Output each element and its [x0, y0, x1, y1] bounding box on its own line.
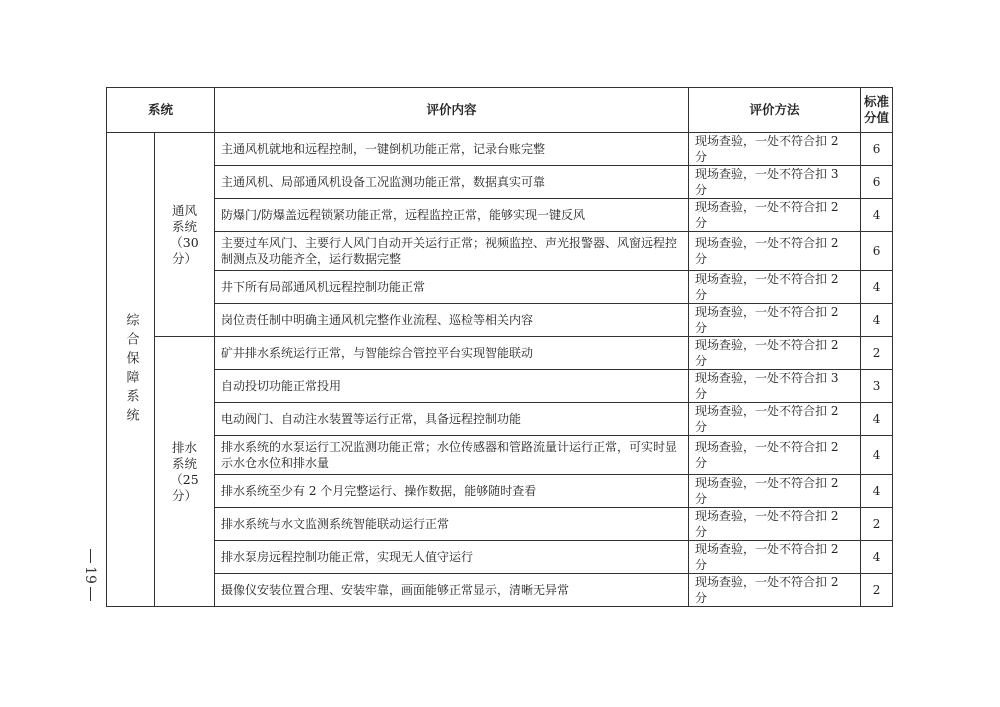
table-row — [107, 166, 893, 199]
table-row — [107, 403, 893, 436]
method-cell: 现场查验，一处不符合扣 2 分 — [689, 436, 861, 475]
score-cell: 2 — [861, 508, 893, 541]
score-cell: 6 — [861, 166, 893, 199]
score-cell: 4 — [861, 541, 893, 574]
content-cell: 电动阀门、自动注水装置等运行正常，具备远程控制功能 — [215, 403, 689, 436]
page-number — [78, 545, 102, 605]
content-cell: 主通风机就地和远程控制，一键倒机功能正常，记录台账完整 — [215, 133, 689, 166]
method-cell: 现场查验，一处不符合扣 3 分 — [689, 166, 861, 199]
table-row — [107, 370, 893, 403]
table-row — [107, 541, 893, 574]
table-row — [107, 133, 893, 166]
score-cell: 4 — [861, 199, 893, 232]
method-cell: 现场查验，一处不符合扣 2 分 — [689, 271, 861, 304]
method-cell: 现场查验，一处不符合扣 2 分 — [689, 199, 861, 232]
group-name2: 系统 — [172, 455, 198, 471]
table-row — [107, 304, 893, 337]
group-name: 通风 — [172, 202, 198, 218]
method-cell: 现场查验，一处不符合扣 2 分 — [689, 403, 861, 436]
page-number-value: 19 — [81, 566, 98, 584]
method-cell: 现场查验，一处不符合扣 2 分 — [689, 133, 861, 166]
content-cell: 排水系统与水文监测系统智能联动运行正常 — [215, 508, 689, 541]
header-system: 系统 — [107, 88, 215, 133]
category-cell: 综合保障系统 — [107, 133, 155, 607]
method-cell: 现场查验，一处不符合扣 3 分 — [689, 370, 861, 403]
content-cell: 岗位责任制中明确主通风机完整作业流程、巡检等相关内容 — [215, 304, 689, 337]
method-cell: 现场查验，一处不符合扣 2 分 — [689, 232, 861, 271]
content-cell: 井下所有局部通风机远程控制功能正常 — [215, 271, 689, 304]
score-cell: 4 — [861, 304, 893, 337]
score-cell: 4 — [861, 271, 893, 304]
score-cell: 3 — [861, 370, 893, 403]
method-cell: 现场查验，一处不符合扣 2 分 — [689, 508, 861, 541]
content-cell: 矿井排水系统运行正常，与智能综合管控平台实现智能联动 — [215, 337, 689, 370]
table-row — [107, 337, 893, 370]
score-cell: 4 — [861, 475, 893, 508]
table-row — [107, 508, 893, 541]
header-score-line2: 分值 — [864, 110, 890, 125]
table-row — [107, 475, 893, 508]
table-row — [107, 436, 893, 475]
group-name: 排水 — [172, 439, 198, 455]
score-cell: 2 — [861, 574, 893, 607]
content-cell: 主要过车风门、主要行人风门自动开关运行正常；视频监控、声光报警器、风窗远程控制测点及功能齐全，运行数据完整 — [215, 232, 689, 271]
group-drainage — [155, 337, 215, 607]
group-name2: 系统 — [172, 218, 198, 234]
method-cell: 现场查验，一处不符合扣 2 分 — [689, 337, 861, 370]
method-cell: 现场查验，一处不符合扣 2 分 — [689, 304, 861, 337]
header-score — [861, 88, 893, 133]
score-cell: 4 — [861, 403, 893, 436]
score-cell: 2 — [861, 337, 893, 370]
content-cell: 排水系统至少有 2 个月完整运行、操作数据，能够随时查看 — [215, 475, 689, 508]
method-cell: 现场查验，一处不符合扣 2 分 — [689, 574, 861, 607]
header-method: 评价方法 — [689, 88, 861, 133]
content-cell: 自动投切功能正常投用 — [215, 370, 689, 403]
group-points: （25分） — [170, 471, 199, 503]
header-score-line1: 标准 — [864, 94, 890, 109]
group-ventilation — [155, 133, 215, 337]
content-cell: 主通风机、局部通风机设备工况监测功能正常，数据真实可靠 — [215, 166, 689, 199]
group-points: （30分） — [170, 234, 199, 266]
score-cell: 6 — [861, 133, 893, 166]
table-row — [107, 232, 893, 271]
evaluation-table — [106, 87, 893, 607]
content-cell: 排水系统的水泵运行工况监测功能正常；水位传感器和管路流量计运行正常，可实时显示水仓水位和排水量 — [215, 436, 689, 475]
score-cell: 4 — [861, 436, 893, 475]
content-cell: 防爆门/防爆盖远程锁紧功能正常，远程监控正常，能够实现一键反风 — [215, 199, 689, 232]
table-row — [107, 271, 893, 304]
content-cell: 摄像仪安装位置合理、安装牢靠，画面能够正常显示，清晰无异常 — [215, 574, 689, 607]
table-row — [107, 574, 893, 607]
score-cell: 6 — [861, 232, 893, 271]
content-cell: 排水泵房远程控制功能正常，实现无人值守运行 — [215, 541, 689, 574]
method-cell: 现场查验，一处不符合扣 2 分 — [689, 541, 861, 574]
table-row — [107, 199, 893, 232]
method-cell: 现场查验，一处不符合扣 2 分 — [689, 475, 861, 508]
header-content: 评价内容 — [215, 88, 689, 133]
